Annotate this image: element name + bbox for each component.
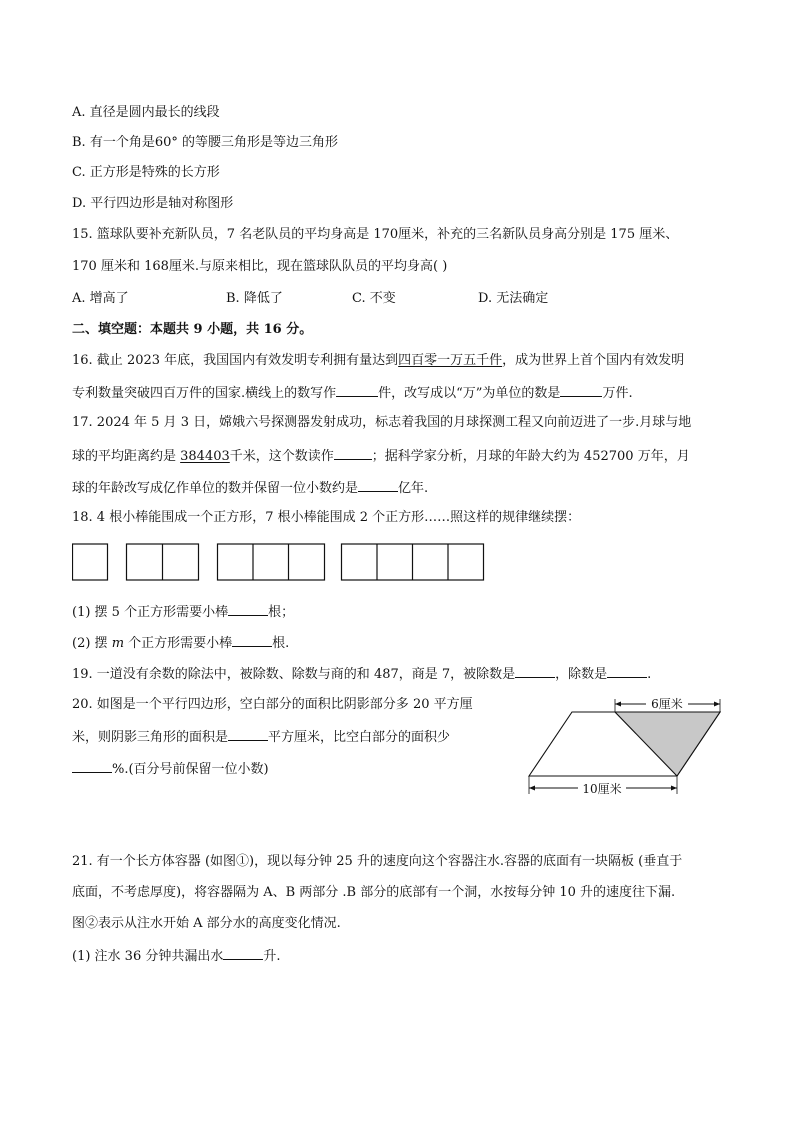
q16-line1 <box>72 352 684 370</box>
q21-line3: 图②表示从注水开始 A 部分水的高度变化情况. <box>72 916 341 931</box>
q21-text: 升. <box>263 949 281 964</box>
section-heading: 二、填空题：本题共 9 小题，共 16 分。 <box>72 322 313 337</box>
q18-part2 <box>72 633 289 653</box>
q16-text: 专利数量突破四百万件的国家.横线上的数写作 <box>72 386 337 401</box>
q19-text: 19. 一道没有余数的除法中，被除数、除数与商的和 487，商是 7，被除数是 <box>72 667 516 682</box>
square-group-3 <box>218 544 325 580</box>
answer-blank[interactable] <box>228 727 268 741</box>
answer-blank[interactable] <box>607 664 647 678</box>
q14-option-a: A. 直径是圆内最长的线段 <box>72 105 220 120</box>
answer-blank[interactable] <box>72 759 112 773</box>
answer-blank[interactable] <box>223 946 263 960</box>
q18-part1 <box>72 602 294 622</box>
q17-text: 千米，这个数读作 <box>229 449 334 464</box>
q16-text: 16. 截止 2023 年底，我国国内有效发明专利拥有量达到 <box>72 353 399 368</box>
q21-part1 <box>72 946 281 966</box>
matchstick-squares-figure <box>72 543 492 583</box>
q18-text: 根. <box>272 636 290 651</box>
q18-line1: 18. 4 根小棒能围成一个正方形，7 根小棒能围成 2 个正方形……照这样的规律继续摆： <box>72 510 581 525</box>
answer-blank[interactable] <box>560 383 602 397</box>
q15-line2: 170 厘米和 168厘米.与原来相比，现在篮球队队员的平均身高( ) <box>72 259 448 274</box>
q14-option-d: D. 平行四边形是轴对称图形 <box>72 196 234 211</box>
q20-line3 <box>72 759 269 779</box>
q15-option-c: C. 不变 <box>352 291 396 306</box>
q21-text: (1) 注水 36 分钟共漏出水 <box>72 949 224 964</box>
answer-blank[interactable] <box>358 478 398 492</box>
q19-text: . <box>647 667 652 682</box>
q20-line2 <box>72 727 450 747</box>
q20-line1: 20. 如图是一个平行四边形，空白部分的面积比阴影部分多 20 平方厘 <box>72 697 473 712</box>
q18-text: 个正方形需要小棒 <box>124 636 233 651</box>
answer-blank[interactable] <box>334 446 372 460</box>
q15-option-d: D. 无法确定 <box>478 291 549 306</box>
q17-text: 球的年龄改写成亿作单位的数并保留一位小数约是 <box>72 481 359 496</box>
arrow-left-icon <box>529 786 535 791</box>
q15-option-a: A. 增高了 <box>72 291 129 306</box>
q14-option-c: C. 正方形是特殊的长方形 <box>72 165 220 180</box>
answer-blank[interactable] <box>336 383 378 397</box>
arrow-right-icon <box>671 786 677 791</box>
q18-text: (1) 摆 5 个正方形需要小棒 <box>72 605 229 620</box>
q17-line3 <box>72 478 428 498</box>
q20-text: %.(百分号前保留一位小数) <box>112 762 269 777</box>
top-length-label: 6厘米 <box>651 697 683 711</box>
q18-text: 根； <box>268 605 295 620</box>
q20-text: 平方厘米，比空白部分的面积少 <box>268 730 451 745</box>
q16-text: 万件. <box>602 386 633 401</box>
q17-line1: 17. 2024 年 5 月 3 日，嫦娥六号探测器发射成功，标志着我国的月球探测工程又向前迈进了一步.月球与地 <box>72 415 692 430</box>
q17-line2 <box>72 446 690 466</box>
arrow-right-icon <box>714 702 720 707</box>
answer-blank[interactable] <box>232 633 272 647</box>
square-group-2 <box>127 544 199 580</box>
answer-blank[interactable] <box>228 602 268 616</box>
parallelogram-figure <box>520 694 725 799</box>
q16-text: 件，改写成以“万”为单位的数是 <box>378 386 561 401</box>
q19-line <box>72 664 651 684</box>
q17-text: 亿年. <box>398 481 429 496</box>
q21-line1: 21. 有一个长方体容器 (如图①)，现以每分钟 25 升的速度向这个容器注水.容器的底面有一块隔板 (垂直于 <box>72 854 683 869</box>
q16-line2 <box>72 383 633 403</box>
square-group-4 <box>342 544 484 580</box>
q17-text: ；据科学家分析，月球的年龄大约为 452700 万年，月 <box>371 449 690 464</box>
q16-underlined-number: 四百零一万五千件 <box>398 353 503 368</box>
variable-m: m <box>111 636 125 651</box>
q14-option-b: B. 有一个角是60° 的等腰三角形是等边三角形 <box>72 135 338 150</box>
q20-text: 米，则阴影三角形的面积是 <box>72 730 229 745</box>
q15-option-b: B. 降低了 <box>226 291 283 306</box>
q16-text: ，成为世界上首个国内有效发明 <box>502 353 685 368</box>
q15-line1: 15. 篮球队要补充新队员，7 名老队员的平均身高是 170厘米，补充的三名新队员身高分别是 175 厘米、 <box>72 227 679 242</box>
q18-text: (2) 摆 <box>72 636 112 651</box>
q17-underlined-number: 384403 <box>180 449 230 464</box>
square-group-1 <box>73 544 108 580</box>
arrow-left-icon <box>615 702 621 707</box>
bottom-length-label: 10厘米 <box>582 782 622 796</box>
q19-text: ，除数是 <box>555 667 608 682</box>
answer-blank[interactable] <box>515 664 555 678</box>
q17-text: 球的平均距离约是 <box>72 449 181 464</box>
q21-line2: 底面，不考虑厚度)，将容器隔为 A、B 两部分 .B 部分的底部有一个洞，水按每分钟 10 升的速度往下漏. <box>72 885 676 900</box>
